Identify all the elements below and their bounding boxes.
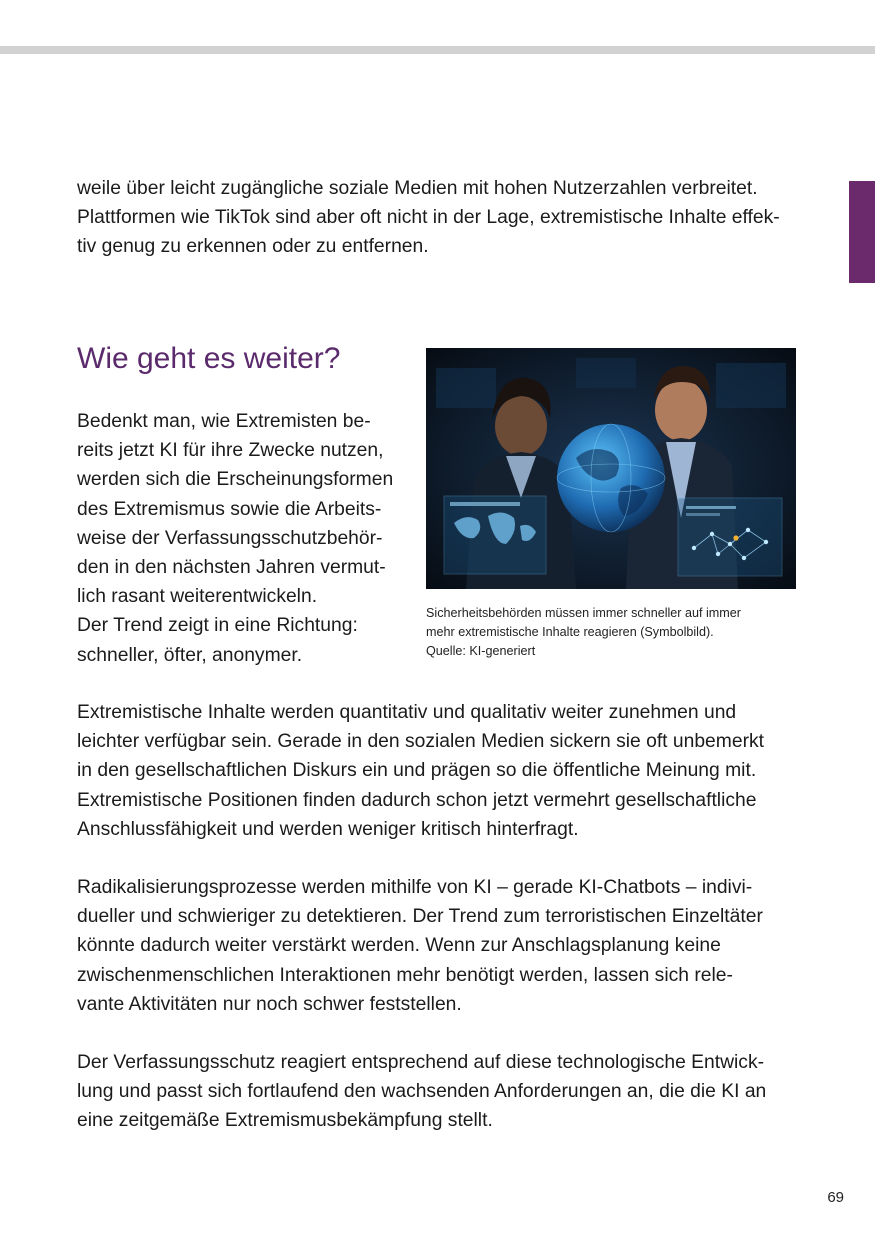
- caption-source: Quelle: KI-generiert: [426, 644, 536, 658]
- text-line: Der Trend zeigt in eine Richtung:: [77, 615, 358, 637]
- symbol-image: [426, 348, 796, 589]
- text-line: Bedenkt man, wie Extremisten be-: [77, 411, 371, 432]
- body-paragraph-3: [77, 1048, 797, 1136]
- text-line: Der Verfassungsschutz reagiert entsprechend auf diese technologische Entwick-: [77, 1052, 765, 1073]
- text-line: werden sich die Erscheinungsformen: [77, 469, 394, 491]
- text-line: Anschlussfähigkeit und werden weniger kritisch hinterfragt.: [77, 818, 579, 840]
- text-line: lich rasant weiterentwickeln.: [77, 586, 318, 608]
- text-line: vante Aktivitäten nur noch schwer feststellen.: [77, 993, 462, 1015]
- text-line: in den gesellschaftlichen Diskurs ein und prägen so die öffentliche Meinung mit.: [77, 760, 757, 782]
- text-line: Radikalisierungsprozesse werden mithilfe von KI – gerade KI-Chatbots – indivi-: [77, 877, 753, 898]
- page-number: 69: [827, 1189, 844, 1206]
- section-heading: Wie geht es weiter?: [77, 342, 341, 375]
- text-line: weile über leicht zugängliche soziale Medien mit hohen Nutzerzahlen verbreitet.: [77, 178, 758, 199]
- figure-caption: [426, 604, 796, 661]
- text-line: lung und passt sich fortlaufend den wachsenden Anforderungen an, die die KI an: [77, 1081, 767, 1103]
- text-line: dueller und schwieriger zu detektieren. Der Trend zum terroristischen Einzeltäter: [77, 906, 763, 928]
- chapter-tab: [849, 181, 875, 283]
- text-line: leichter verfügbar sein. Gerade in den sozialen Medien sickern sie oft unbemerkt: [77, 731, 764, 753]
- text-line: den in den nächsten Jahren vermut-: [77, 557, 386, 579]
- text-line: reits jetzt KI für ihre Zwecke nutzen,: [77, 440, 384, 462]
- text-line: weise der Verfassungsschutzbehör-: [77, 527, 383, 549]
- side-paragraph: [77, 407, 407, 670]
- text-line: Extremistische Positionen finden dadurch schon jetzt vermehrt gesellschaftliche: [77, 789, 757, 811]
- body-paragraph-1: [77, 698, 797, 844]
- intro-paragraph: [77, 174, 797, 262]
- text-line: des Extremismus sowie die Arbeits-: [77, 498, 382, 520]
- text-line: schneller, öfter, anonymer.: [77, 644, 303, 666]
- text-line: Extremistische Inhalte werden quantitativ und qualitativ weiter zunehmen und: [77, 702, 737, 723]
- text-line: eine zeitgemäße Extremismusbekämpfung stellt.: [77, 1110, 493, 1132]
- text-line: zwischenmenschlichen Interaktionen mehr benötigt werden, lassen sich rele-: [77, 964, 733, 986]
- caption-line: Sicherheitsbehörden müssen immer schneller auf immer: [426, 606, 741, 620]
- text-line: könnte dadurch weiter verstärkt werden. Wenn zur Anschlagsplanung keine: [77, 935, 721, 957]
- text-line: Plattformen wie TikTok sind aber oft nicht in der Lage, extremistische Inhalte effek-: [77, 207, 780, 229]
- caption-line: mehr extremistische Inhalte reagieren (Symbolbild).: [426, 625, 714, 639]
- body-paragraph-2: [77, 873, 797, 1019]
- text-line: tiv genug zu erkennen oder zu entfernen.: [77, 236, 429, 258]
- top-rule: [0, 46, 875, 54]
